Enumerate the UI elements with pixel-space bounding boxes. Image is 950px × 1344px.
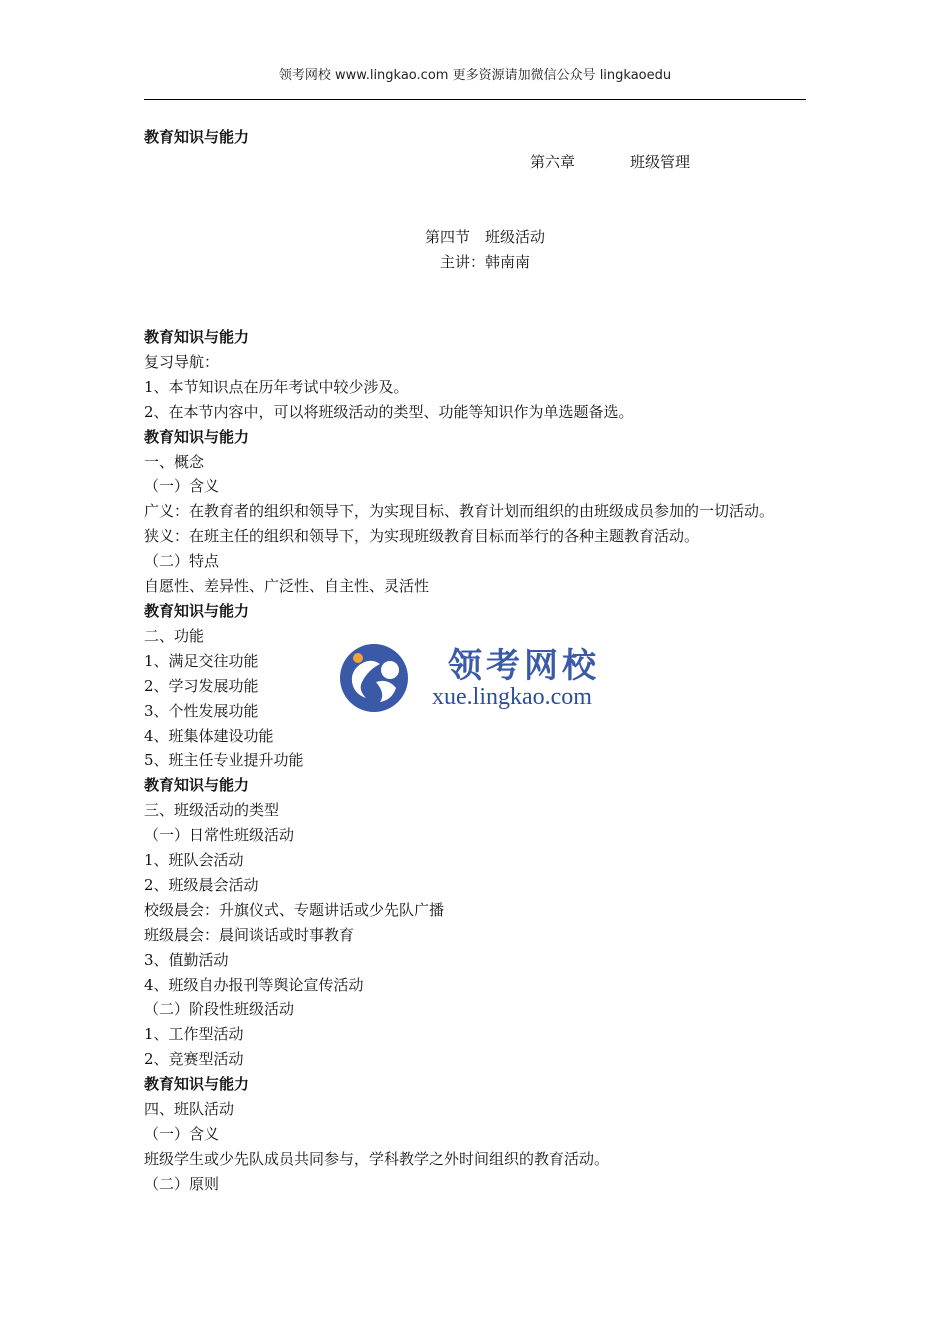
lingkao-watermark-logo <box>330 632 638 722</box>
header-divider <box>144 99 806 100</box>
lecturer: 主讲：韩南南 <box>439 253 530 271</box>
list-item: 2、班级晨会活动 <box>144 875 259 894</box>
section-title: 第四节 班级活动 <box>424 228 545 246</box>
lingkao-logo-icon <box>338 642 410 714</box>
section-heading: 三、班级活动的类型 <box>144 801 280 820</box>
list-item: 4、班级自办报刊等舆论宣传活动 <box>144 975 364 994</box>
subsection-heading: （二）阶段性班级活动 <box>144 1000 295 1019</box>
subject-heading: 教育知识与能力 <box>144 427 250 446</box>
subsection-heading: （一）含义 <box>144 1125 220 1143</box>
list-item: 3、个性发展功能 <box>144 701 259 720</box>
list-item: 1、满足交往功能 <box>144 651 259 670</box>
subsection-heading: （二）原则 <box>144 1174 220 1193</box>
list-item: 1、班队会活动 <box>144 851 244 870</box>
list-item: 3、值勤活动 <box>144 950 229 969</box>
page-header: 领考网校 www.lingkao.com 更多资源请加微信公众号 lingkaoedu <box>278 68 672 83</box>
list-item: 1、工作型活动 <box>144 1025 244 1044</box>
list-item: 2、学习发展功能 <box>144 676 259 695</box>
paragraph: 班级晨会：晨间谈话或时事教育 <box>144 925 355 944</box>
paragraph: 校级晨会：升旗仪式、专题讲话或少先队广播 <box>144 900 445 919</box>
subject-heading: 教育知识与能力 <box>144 1075 250 1094</box>
list-item: 2、竞赛型活动 <box>144 1050 244 1069</box>
paragraph: 班级学生或少先队成员共同参与，学科教学之外时间组织的教育活动。 <box>144 1149 610 1168</box>
section-heading: 二、功能 <box>144 626 205 645</box>
document-body <box>144 325 808 1197</box>
subsection-heading: （一）日常性班级活动 <box>144 826 295 845</box>
list-item: 5、班主任专业提升功能 <box>144 751 304 770</box>
section-heading: 一、概念 <box>144 452 205 471</box>
paragraph: 2、在本节内容中，可以将班级活动的类型、功能等知识作为单选题备选。 <box>144 402 634 421</box>
logo-url: xue.lingkao.com <box>432 684 592 710</box>
subject-heading: 教育知识与能力 <box>144 776 250 795</box>
subject-heading: 教育知识与能力 <box>144 328 250 346</box>
chapter-number: 第六章 <box>530 153 576 171</box>
paragraph: 自愿性、差异性、广泛性、自主性、灵活性 <box>144 577 430 596</box>
subsection-heading: （二）特点 <box>144 552 220 571</box>
section-heading: 四、班队活动 <box>144 1100 235 1119</box>
paragraph: 广义：在教育者的组织和领导下，为实现目标、教育计划而组织的由班级成员参加的一切活动。 <box>144 502 775 521</box>
chapter-title: 班级管理 <box>630 153 691 171</box>
paragraph: 狭义：在班主任的组织和领导下，为实现班级教育目标而举行的各种主题教育活动。 <box>144 527 700 546</box>
list-item: 4、班集体建设功能 <box>144 726 274 745</box>
paragraph: 1、本节知识点在历年考试中较少涉及。 <box>144 377 409 396</box>
logo-title: 领考网校 <box>448 646 600 686</box>
paragraph: 复习导航： <box>144 352 220 371</box>
subject-title: 教育知识与能力 <box>144 128 250 146</box>
subject-heading: 教育知识与能力 <box>144 601 250 620</box>
subsection-heading: （一）含义 <box>144 477 220 496</box>
